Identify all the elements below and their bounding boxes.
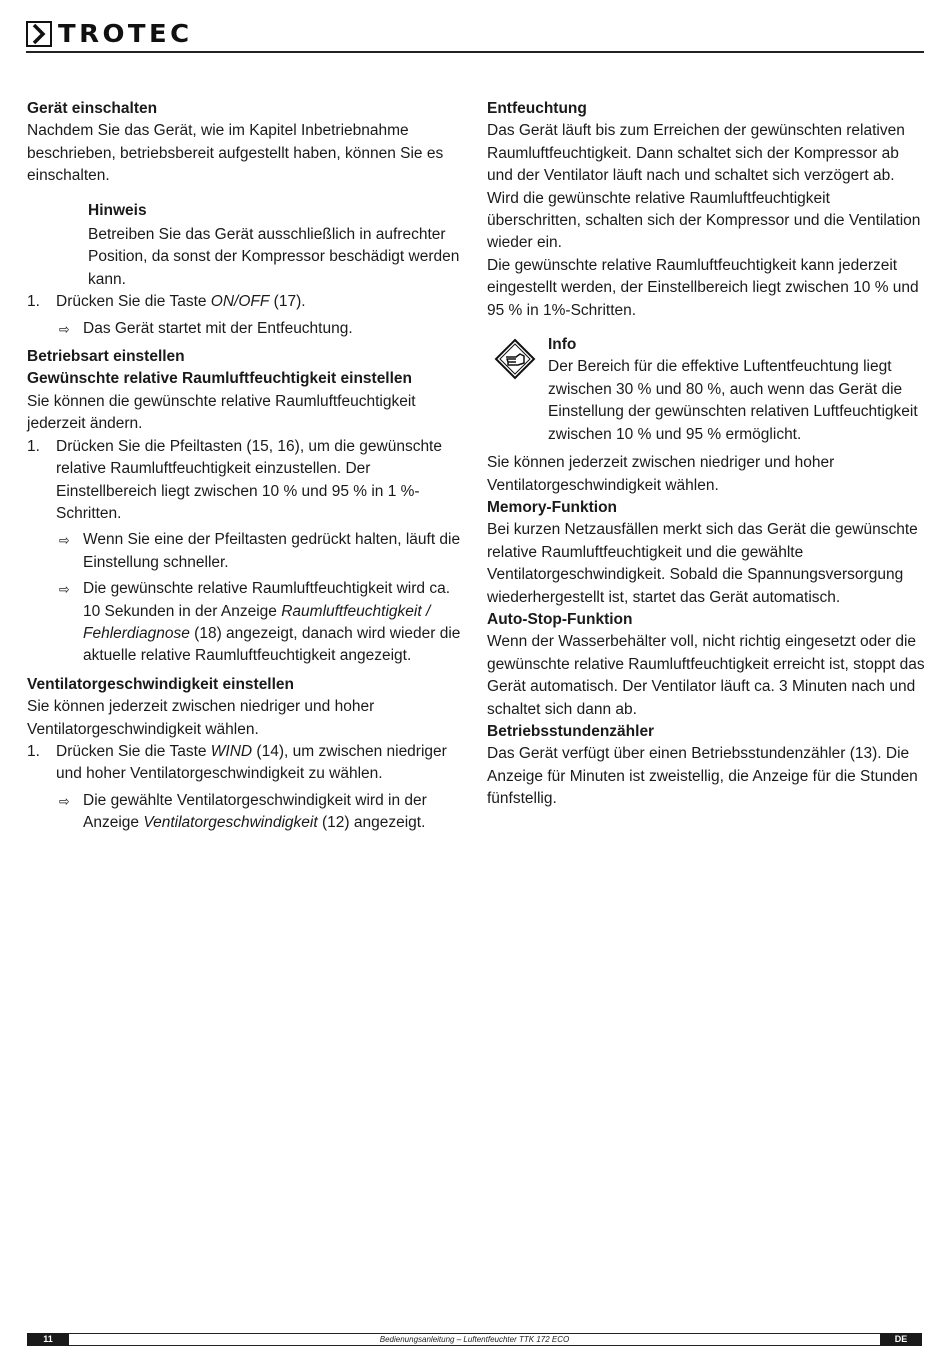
result-arrow-icon: ⇨ xyxy=(59,532,70,549)
result-text xyxy=(83,790,463,835)
section-title: Gewünschte relative Raumluftfeuchtigkeit einstellen xyxy=(27,370,413,388)
result-arrow-icon: ⇨ xyxy=(59,581,70,598)
key-name: WIND xyxy=(210,742,253,760)
section-title: Betriebsstundenzähler xyxy=(487,722,655,740)
result-text xyxy=(83,578,463,668)
result-arrow-icon: ⇨ xyxy=(59,792,70,809)
info-box xyxy=(487,334,927,446)
paragraph: Sie können die gewünschte relative Raumluftfeuchtigkeit jederzeit ändern. xyxy=(27,392,416,433)
result-item xyxy=(59,529,463,574)
display-name: Ventilatorgeschwindigkeit xyxy=(143,814,318,832)
paragraph: Wenn der Wasserbehälter voll, nicht richtig eingesetzt oder die gewünschte relative Raumluftfeuchtigkeit erreicht ist, stoppt das Gerät automatisch. Der Ventilator läuft ca. 3 Minuten nach und schaltet sich dann ab. xyxy=(487,633,925,718)
left-column xyxy=(27,98,463,835)
info-text: Der Bereich für die effektive Luftentfeuchtung liegt zwischen 30 % und 80 %, auch wenn das Gerät die Einstellung der gewünschten relativen Luftfeuchtigkeit zwischen 10 % und 95 % ermöglicht. xyxy=(548,358,918,443)
section-title: Betriebsart einstellen xyxy=(27,348,185,366)
info-hand-icon xyxy=(494,338,536,380)
header-rule xyxy=(26,51,924,53)
paragraph: Bei kurzen Netzausfällen merkt sich das Gerät die gewünschte relative Raumluftfeuchtigkeit und die gewählte Ventilatorgeschwindigkeit. Sobald die Spannungsversorgung wiederhergestellt ist, startet das Gerät automatisch. xyxy=(487,521,918,606)
section-title: Gerät einschalten xyxy=(27,100,158,117)
result-text-part: (12) angezeigt. xyxy=(317,814,426,832)
result-text-part: Die gewünschte relative Raumluftfeuchtigkeit wird ca. 10 Sekunden in der Anzeige xyxy=(83,580,451,620)
paragraph: Das Gerät läuft bis zum Erreichen der gewünschten relativen Raumluftfeuchtigkeit. Dann schaltet sich der Kompressor ab und der Ventilator läuft nach und schaltet sich verzögert ab. Wird die gewünschte relative Raumluftfeuchtigkeit überschritten, schalten sich der Kompressor und die Ventilation wieder ein. xyxy=(487,122,921,252)
display-name: Raumluftfeuchtigkeit / Fehlerdiagnose xyxy=(83,602,431,642)
page-number: 11 xyxy=(27,1333,69,1346)
step-item xyxy=(27,741,463,786)
step-text xyxy=(56,291,463,313)
paragraph: Sie können jederzeit zwischen niedriger und hoher Ventilatorgeschwindigkeit wählen. xyxy=(27,698,375,738)
result-item xyxy=(59,578,463,668)
logo-chevron-icon xyxy=(26,21,52,47)
section-title: Memory-Funktion xyxy=(487,498,618,516)
result-text: Wenn Sie eine der Pfeiltasten gedrückt halten, läuft die Einstellung schneller. xyxy=(83,531,461,571)
page-footer xyxy=(27,1333,922,1346)
step-text-part: (17). xyxy=(269,293,306,311)
paragraph: Nachdem Sie das Gerät, wie im Kapitel Inbetriebnahme beschrieben, betriebsbereit aufgestellt haben, können Sie es einschalten. xyxy=(27,122,444,185)
result-text: Das Gerät startet mit der Entfeuchtung. xyxy=(83,319,353,337)
brand-logo xyxy=(26,19,193,48)
section-title: Ventilatorgeschwindigkeit einstellen xyxy=(27,675,295,693)
result-item xyxy=(59,318,463,340)
step-text xyxy=(56,741,463,786)
section-title: Entfeuchtung xyxy=(487,100,587,117)
brand-name: TROTEC xyxy=(58,19,193,48)
step-text: Drücken Sie die Pfeiltasten (15, 16), um die gewünschte relative Raumluftfeuchtigkeit einzustellen. Der Einstellbereich liegt zwischen 10 % und 95 % in 1 %-Schritten. xyxy=(56,437,442,522)
page-header xyxy=(26,20,924,56)
result-arrow-icon: ⇨ xyxy=(59,320,70,337)
hint-text: Betreiben Sie das Gerät ausschließlich in aufrechter Position, da sonst der Kompressor beschädigt werden kann. xyxy=(88,226,460,288)
step-text-part: (14), um zwischen niedriger und hoher Ventilatorgeschwindigkeit zu wählen. xyxy=(56,742,447,783)
footer-title: Bedienungsanleitung – Luftentfeuchter TTK 172 ECO xyxy=(379,1335,570,1344)
step-item xyxy=(27,291,463,313)
result-item xyxy=(59,790,463,835)
step-text-part: Drücken Sie die Taste xyxy=(56,742,211,760)
result-text-part: (18) angezeigt, danach wird wieder die aktuelle relative Raumluftfeuchtigkeit angezeigt. xyxy=(83,624,461,665)
step-number: 1. xyxy=(27,742,40,760)
language-code: DE xyxy=(880,1333,922,1346)
info-title: Info xyxy=(548,336,577,354)
hint-box xyxy=(88,200,463,292)
key-name: ON/OFF xyxy=(210,293,270,311)
paragraph: Das Gerät verfügt über einen Betriebsstundenzähler (13). Die Anzeige für Minuten ist zweistellig, die Anzeige für die Stunden fünfstellig. xyxy=(487,745,918,808)
section-title: Auto-Stop-Funktion xyxy=(487,610,633,628)
hint-title: Hinweis xyxy=(88,201,147,219)
paragraph: Die gewünschte relative Raumluftfeuchtigkeit kann jederzeit eingestellt werden, der Einstellbereich liegt zwischen 10 % und 95 % in 1%-Schritten. xyxy=(487,256,919,319)
result-text-part: Die gewählte Ventilatorgeschwindigkeit wird in der Anzeige xyxy=(83,791,427,832)
paragraph: Sie können jederzeit zwischen niedriger und hoher Ventilatorgeschwindigkeit wählen. xyxy=(487,454,835,494)
step-item xyxy=(27,436,463,526)
step-number: 1. xyxy=(27,437,40,455)
step-text-part: Drücken Sie die Taste xyxy=(56,293,211,311)
right-column xyxy=(487,98,927,811)
step-number: 1. xyxy=(27,293,40,311)
